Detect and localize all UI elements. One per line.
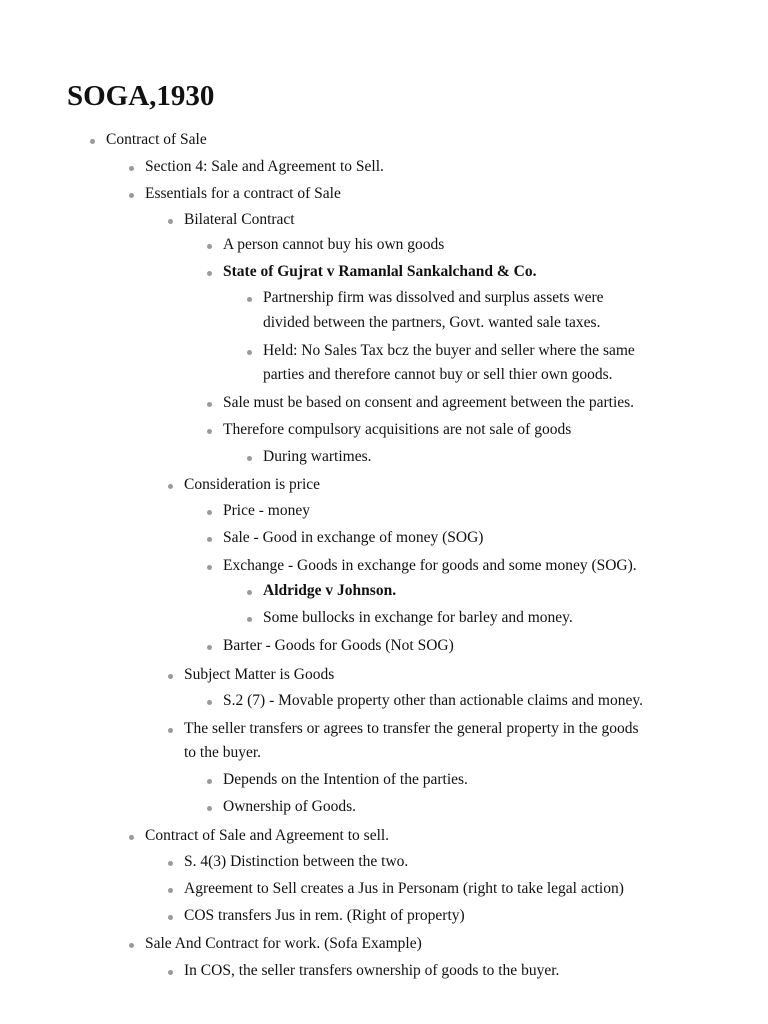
outline-item: In COS, the seller transfers ownership of goods to the buyer. bbox=[184, 962, 560, 979]
bullet-icon bbox=[247, 456, 252, 461]
bullet-icon bbox=[168, 888, 173, 893]
bullet-icon bbox=[207, 244, 212, 249]
bullet-icon bbox=[207, 510, 212, 515]
bullet-icon bbox=[207, 645, 212, 650]
bullet-icon bbox=[207, 402, 212, 407]
outline-item: Ownership of Goods. bbox=[223, 798, 357, 815]
bullet-icon bbox=[129, 193, 134, 198]
bullet-icon bbox=[207, 565, 212, 570]
outline-item: Barter - Goods for Goods (Not SOG) bbox=[223, 637, 454, 654]
bullet-icon bbox=[168, 484, 173, 489]
outline-item: Section 4: Sale and Agreement to Sell. bbox=[145, 158, 384, 175]
outline-item: Agreement to Sell creates a Jus in Personam (right to take legal action) bbox=[184, 880, 624, 897]
bullet-icon bbox=[168, 970, 173, 975]
bullet-icon bbox=[90, 139, 95, 144]
outline-item: Therefore compulsory acquisitions are not sale of goods bbox=[223, 421, 572, 438]
outline-item: Some bullocks in exchange for barley and money. bbox=[263, 609, 573, 626]
outline-item-continuation: to the buyer. bbox=[184, 744, 262, 761]
bullet-icon bbox=[168, 219, 173, 224]
bullet-icon bbox=[247, 350, 252, 355]
outline-item: Essentials for a contract of Sale bbox=[145, 185, 341, 202]
bullet-icon bbox=[168, 674, 173, 679]
bullet-icon bbox=[207, 700, 212, 705]
outline-item: Depends on the Intention of the parties. bbox=[223, 771, 468, 788]
outline-item: COS transfers Jus in rem. (Right of property) bbox=[184, 907, 465, 924]
bullet-icon bbox=[207, 429, 212, 434]
bullet-icon bbox=[207, 537, 212, 542]
outline-item: Contract of Sale bbox=[106, 131, 207, 148]
outline-item: Sale - Good in exchange of money (SOG) bbox=[223, 529, 484, 546]
bullet-icon bbox=[207, 779, 212, 784]
outline-item: Partnership firm was dissolved and surplus assets were bbox=[263, 289, 604, 306]
outline-item: S. 4(3) Distinction between the two. bbox=[184, 853, 409, 870]
bullet-icon bbox=[168, 861, 173, 866]
outline-item: Held: No Sales Tax bcz the buyer and seller where the same bbox=[263, 342, 635, 359]
outline-item: A person cannot buy his own goods bbox=[223, 236, 445, 253]
outline-item: Sale must be based on consent and agreement between the parties. bbox=[223, 394, 635, 411]
outline-item: During wartimes. bbox=[263, 448, 372, 465]
outline-item: Price - money bbox=[223, 502, 310, 519]
bullet-icon bbox=[168, 728, 173, 733]
outline-item: Contract of Sale and Agreement to sell. bbox=[145, 827, 390, 844]
outline-item: Sale And Contract for work. (Sofa Example) bbox=[145, 935, 422, 952]
page-title: SOGA,1930 bbox=[67, 80, 215, 112]
bullet-icon bbox=[129, 943, 134, 948]
outline-item: Exchange - Goods in exchange for goods and some money (SOG). bbox=[223, 557, 637, 574]
bullet-icon bbox=[129, 166, 134, 171]
outline-item: Aldridge v Johnson. bbox=[263, 582, 397, 599]
outline-item: S.2 (7) - Movable property other than actionable claims and money. bbox=[223, 692, 643, 709]
bullet-icon bbox=[247, 297, 252, 302]
bullet-icon bbox=[129, 835, 134, 840]
bullet-icon bbox=[207, 806, 212, 811]
outline-item-continuation: divided between the partners, Govt. wanted sale taxes. bbox=[263, 314, 601, 331]
bullet-icon bbox=[207, 271, 212, 276]
outline-item: The seller transfers or agrees to transfer the general property in the goods bbox=[184, 720, 639, 737]
outline-item: Subject Matter is Goods bbox=[184, 666, 335, 683]
bullet-icon bbox=[247, 590, 252, 595]
outline-item: Bilateral Contract bbox=[184, 211, 295, 228]
bullet-icon bbox=[168, 915, 173, 920]
outline-item-continuation: parties and therefore cannot buy or sell thier own goods. bbox=[263, 366, 613, 383]
outline-item: Consideration is price bbox=[184, 476, 321, 493]
outline-item: State of Gujrat v Ramanlal Sankalchand & Co. bbox=[223, 263, 537, 280]
bullet-icon bbox=[247, 617, 252, 622]
